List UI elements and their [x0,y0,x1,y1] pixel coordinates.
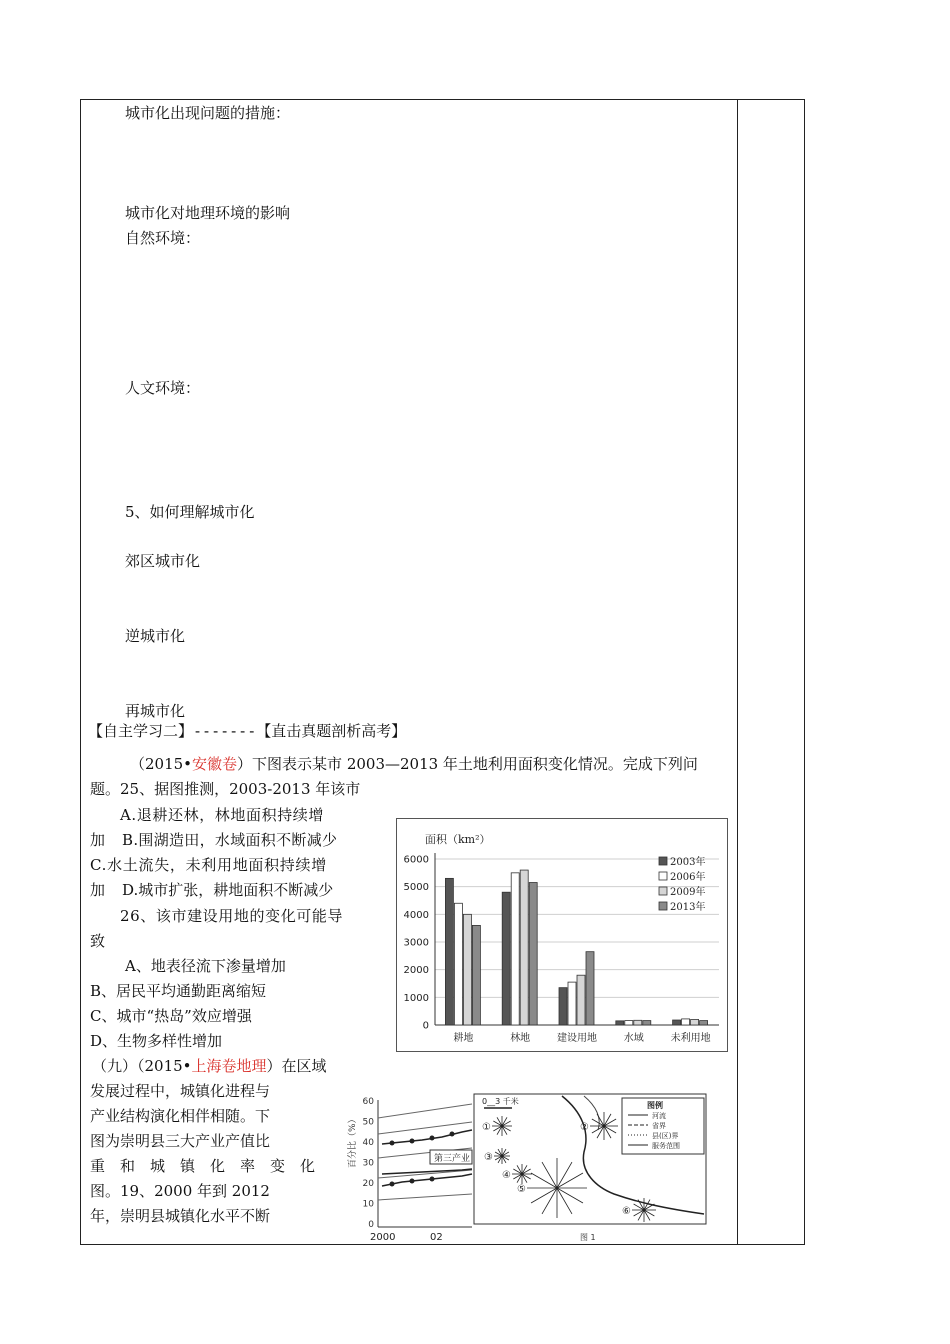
fig2-grid-line [378,1194,472,1200]
map-scale: 0__3 千米 [482,1097,519,1106]
chart-bar [454,903,462,1025]
fig2-y-tick: 20 [362,1179,374,1189]
heading-dash: ------- [193,722,257,740]
q25-line2: 题。25、据图推测，2003-2013 年该市 [90,780,361,798]
q26-stem-cont: 致 [90,932,106,950]
chart-bar [616,1021,624,1025]
service-marker: ② [580,1122,589,1133]
fig2-x-tick: 02 [430,1232,443,1243]
legend-label: 省界 [652,1122,666,1130]
chart-bar [691,1019,699,1025]
fig2-point [430,1136,435,1141]
service-marker: ⑤ [517,1184,526,1195]
q9-line7: 年，崇明县城镇化水平不断 [90,1207,271,1225]
chart-y-tick: 4000 [403,909,429,921]
chart-ylabel: 面积（km²） [425,833,491,846]
chart-bar [577,975,585,1025]
fig2-y-tick: 50 [362,1117,374,1128]
chart-legend-swatch [659,902,667,910]
chart-bar [520,870,528,1025]
impact-label: 城市化对地理环境的影响 [125,204,291,222]
service-marker: ③ [484,1152,493,1163]
fig2-point [390,1182,395,1187]
q25-option-a: A.退耕还林，林地面积持续增 [120,806,325,824]
chart-x-tick: 耕地 [453,1033,474,1044]
chart-y-tick: 2000 [403,965,429,977]
q25-option-b: B.围湖造田，水域面积不断减少 [122,831,338,849]
q9-line1 [92,1056,327,1076]
suburban-urbanization: 郊区城市化 [125,552,201,570]
fig2-point [450,1132,455,1137]
fig2-axis-label: 百分比（%） [348,1114,358,1168]
question-5: 5、如何理解城市化 [125,503,255,521]
q9-line3: 产业结构演化相伴相随。下 [90,1107,271,1125]
chart-bar [502,892,510,1025]
chongming-figure-svg [348,1082,712,1244]
re-urbanization: 再城市化 [125,702,186,720]
fig2-series-line [382,1174,472,1186]
chongming-figure [348,1082,712,1244]
natural-env-label: 自然环境： [125,229,201,247]
chart-bar [445,878,453,1025]
chart-bar [682,1019,690,1025]
chart-legend-swatch [659,872,667,880]
fig2-point [410,1139,415,1144]
fig2-series-tag: 第三产业 [434,1154,471,1164]
q25-open: （2015• [130,755,193,773]
land-use-chart-svg [397,819,727,1051]
q26-option-a: A、地表径流下渗量增加 [125,957,286,975]
chart-x-tick: 林地 [510,1033,531,1044]
chart-legend-label: 2003年 [670,857,706,868]
chart-legend-label: 2013年 [670,902,706,913]
chart-y-tick: 1000 [403,992,429,1004]
q25-option-d: D.城市扩张，耕地面积不断减少 [122,881,334,899]
chart-bar [511,873,519,1025]
chart-bar [559,988,567,1025]
human-env-label: 人文环境： [125,379,201,397]
chart-bar [463,914,471,1025]
q26-stem: 26、该市建设用地的变化可能导 [120,907,344,925]
chart-x-tick: 建设用地 [557,1033,597,1044]
fig2-grid-line [378,1104,472,1118]
fig2-point [390,1141,395,1146]
q9-source: 上海卷地理 [191,1057,267,1075]
service-marker: ① [482,1122,491,1133]
q9-line4: 图为崇明县三大产业产值比 [90,1132,271,1150]
chart-bar [634,1020,642,1025]
chart-bar [472,925,480,1025]
q9-open: （九）（2015• [92,1057,192,1075]
q25-option-c: C.水土流失，未利用地面积持续增 [90,856,327,874]
q26-option-d: D、生物多样性增加 [90,1032,223,1050]
fig2-x-tick: 2000 [370,1232,396,1243]
chart-bar [625,1021,633,1025]
chart-legend-swatch [659,857,667,865]
fig2-y-tick: 0 [368,1220,374,1230]
land-use-chart [396,818,728,1052]
fig2-y-tick: 30 [362,1158,374,1169]
fig2-grid-line [378,1122,472,1134]
q26-option-c: C、城市“热岛”效应增强 [90,1007,252,1025]
q25-option-c-cont: 加 [90,881,106,899]
chart-bar [673,1020,681,1025]
legend-label: 服务范围 [652,1142,680,1150]
chart-y-tick: 0 [422,1020,429,1032]
legend-label: 县(区)界 [652,1132,679,1140]
column-divider [737,100,738,1244]
chart-y-tick: 5000 [403,882,429,894]
chart-legend-label: 2006年 [670,872,706,883]
q25-intro [130,754,698,774]
fig2-y-tick: 60 [362,1097,374,1107]
fig2-y-tick: 40 [362,1138,374,1148]
chart-y-tick: 3000 [403,937,429,949]
service-marker: ④ [502,1170,511,1181]
measures-label: 城市化出现问题的措施： [125,104,291,122]
map-legend-title: 图例 [647,1101,663,1110]
section-heading [88,721,406,741]
q25-source: 安徽卷 [192,755,238,773]
chart-bar [568,982,576,1025]
chart-bar [700,1021,708,1025]
fig2-point [410,1179,415,1184]
counter-urbanization: 逆城市化 [125,627,186,645]
q9-line2: 发展过程中，城镇化进程与 [90,1082,271,1100]
chart-y-tick: 6000 [403,854,429,866]
service-marker: ⑥ [622,1206,631,1217]
q25-text: ）下图表示某市 2003—2013 年土地利用面积变化情况。完成下列问 [237,755,698,773]
fig2-y-ticks [363,1097,375,1230]
q25-option-a-cont: 加 [90,831,106,849]
chart-bar [529,883,537,1025]
fig2-y-tick: 10 [362,1199,374,1210]
chart-x-tick: 水域 [623,1033,644,1044]
q9-line6: 图。19、2000 年到 2012 [90,1182,270,1200]
chart-bar [643,1021,651,1025]
heading-left: 【自主学习二】 [88,722,194,740]
map-caption: 图 1 [580,1233,596,1242]
fig2-point [430,1177,435,1182]
legend-label: 河流 [652,1112,666,1120]
q9-line5: 重 和 城 镇 化 率 变 化 [90,1157,316,1175]
chart-legend-label: 2009年 [670,887,706,898]
q26-option-b: B、居民平均通勤距离缩短 [90,982,267,1000]
chart-bar [586,952,594,1025]
chart-legend-swatch [659,887,667,895]
q9-text: ）在区域 [266,1057,327,1075]
chart-x-tick: 未利用地 [670,1033,711,1044]
heading-right: 【直击真题剖析高考】 [256,722,407,740]
